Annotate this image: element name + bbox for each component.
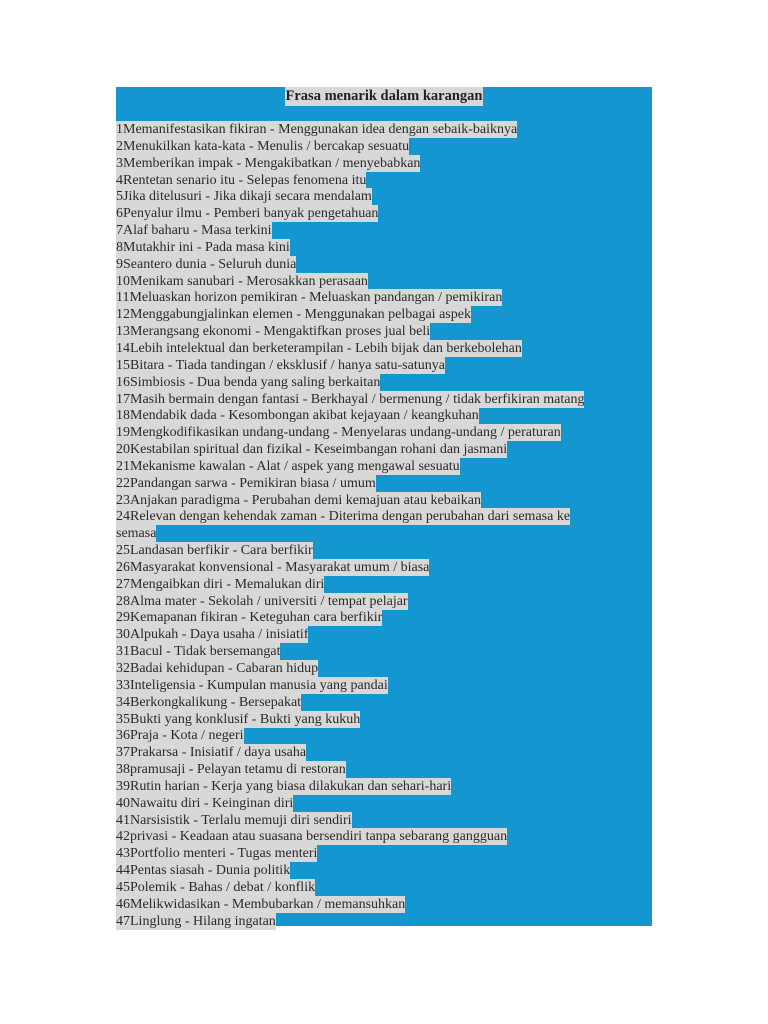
list-item-text: 19Mengkodifikasikan undang-undang - Menyelaras undang-undang / peraturan <box>116 425 561 441</box>
list-item-text: 30Alpukah - Daya usaha / inisiatif <box>116 627 309 643</box>
list-item-text: 18Mendabik dada - Kesombongan akibat kejayaan / keangkuhan <box>116 408 479 424</box>
list-item-text: 29Kemapanan fikiran - Keteguhan cara berfikir <box>116 610 383 626</box>
list-item <box>116 896 656 913</box>
list-item <box>116 879 656 896</box>
list-item <box>116 677 656 694</box>
list-item-text: 40Nawaitu diri - Keinginan diri <box>116 795 294 811</box>
list-item <box>116 407 656 424</box>
list-item-text: 22Pandangan sarwa - Pemikiran biasa / umum <box>116 475 376 491</box>
list-item-text: 27Mengaibkan diri - Memalukan diri <box>116 576 325 592</box>
list-item-text: 26Masyarakat konvensional - Masyarakat umum / biasa <box>116 559 430 575</box>
list-item-text: 20Kestabilan spiritual dan fizikal - Keseimbangan rohani dan jasmani <box>116 442 508 458</box>
list-item <box>116 441 656 458</box>
list-item-text: 38pramusaji - Pelayan tetamu di restoran <box>116 762 346 778</box>
list-item-text: 39Rutin harian - Kerja yang biasa dilakukan dan sehari-hari <box>116 778 452 794</box>
list-item <box>116 340 656 357</box>
list-item <box>116 812 656 829</box>
list-item-text: 21Mekanisme kawalan - Alat / aspek yang mengawal sesuatu <box>116 458 460 474</box>
list-item <box>116 862 656 879</box>
list-item-text: 14Lebih intelektual dan berketerampilan - Lebih bijak dan berkebolehan <box>116 340 522 356</box>
list-item-text: 28Alma mater - Sekolah / universiti / tempat pelajar <box>116 593 408 609</box>
list-item <box>116 845 656 862</box>
list-item <box>116 711 656 728</box>
list-item-text: 11Meluaskan horizon pemikiran - Meluaskan pandangan / pemikiran <box>116 290 503 306</box>
phrase-list <box>116 121 656 930</box>
list-item-text: 45Polemik - Bahas / debat / konflik <box>116 879 316 895</box>
list-item <box>116 694 656 711</box>
list-item-text: 46Melikwidasikan - Membubarkan / memansuhkan <box>116 896 406 912</box>
list-item <box>116 391 656 408</box>
page-title: Frasa menarik dalam karangan <box>285 88 483 104</box>
list-item <box>116 492 656 509</box>
list-item <box>116 643 656 660</box>
list-item <box>116 222 656 239</box>
list-item <box>116 121 656 138</box>
list-item-text: 47Linglung - Hilang ingatan <box>116 913 276 929</box>
list-item-text: 31Bacul - Tidak bersemangat <box>116 644 281 660</box>
list-item <box>116 660 656 677</box>
list-item <box>116 828 656 845</box>
list-item-text: 17Masih bermain dengan fantasi - Berkhayal / bermenung / tidak berfikiran matang <box>116 391 585 407</box>
list-item-text: semasa <box>116 526 157 542</box>
list-item-text: 34Berkongkalikung - Bersepakat <box>116 694 302 710</box>
list-item <box>116 475 656 492</box>
list-item <box>116 913 656 930</box>
list-item-text: 13Merangsang ekonomi - Mengaktifkan proses jual beli <box>116 324 431 340</box>
list-item <box>116 576 656 593</box>
list-item <box>116 205 656 222</box>
list-item-text: 10Menikam sanubari - Merosakkan perasaan <box>116 273 368 289</box>
list-item <box>116 172 656 189</box>
list-item <box>116 155 656 172</box>
list-item <box>116 761 656 778</box>
list-item <box>116 744 656 761</box>
list-item-text: 43Portfolio menteri - Tugas menteri <box>116 846 318 862</box>
list-item-text: 4Rentetan senario itu - Selepas fenomena itu <box>116 172 367 188</box>
list-item-text: 33Inteligensia - Kumpulan manusia yang pandai <box>116 677 388 693</box>
list-item <box>116 626 656 643</box>
list-item-text: 2Menukilkan kata-kata - Menulis / bercakap sesuatu <box>116 138 410 154</box>
list-item-text: 36Praja - Kota / negeri <box>116 728 244 744</box>
list-item-text: 41Narsisistik - Terlalu memuji diri sendiri <box>116 812 352 828</box>
list-item-text: 35Bukti yang konklusif - Bukti yang kukuh <box>116 711 361 727</box>
list-item-text: 15Bitara - Tiada tandingan / eksklusif / hanya satu-satunya <box>116 357 445 373</box>
list-item <box>116 593 656 610</box>
list-item-text: 1Memanifestasikan fikiran - Menggunakan idea dengan sebaik-baiknya <box>116 122 518 137</box>
list-item <box>116 188 656 205</box>
list-item <box>116 542 656 559</box>
list-item <box>116 306 656 323</box>
list-item-text: 12Menggabungjalinkan elemen - Menggunakan pelbagai aspek <box>116 307 471 323</box>
list-item <box>116 357 656 374</box>
list-item <box>116 508 656 525</box>
list-item <box>116 458 656 475</box>
list-item-text: 25Landasan berfikir - Cara berfikir <box>116 543 313 559</box>
list-item <box>116 239 656 256</box>
list-item <box>116 323 656 340</box>
list-item-text: 16Simbiosis - Dua benda yang saling berkaitan <box>116 374 381 390</box>
list-item-text: 8Mutakhir ini - Pada masa kini <box>116 239 290 255</box>
list-item <box>116 525 656 542</box>
list-item <box>116 138 656 155</box>
list-item <box>116 559 656 576</box>
list-item-text: 37Prakarsa - Inisiatif / daya usaha <box>116 745 307 761</box>
list-item-text: 32Badai kehidupan - Cabaran hidup <box>116 661 319 676</box>
list-item <box>116 374 656 391</box>
list-item-text: 5Jika ditelusuri - Jika dikaji secara mendalam <box>116 189 372 205</box>
list-item <box>116 727 656 744</box>
list-item-text: 6Penyalur ilmu - Pemberi banyak pengetahuan <box>116 206 379 222</box>
list-item <box>116 795 656 812</box>
list-item <box>116 424 656 441</box>
list-item-text: 23Anjakan paradigma - Perubahan demi kemajuan atau kebaikan <box>116 492 482 508</box>
list-item <box>116 256 656 273</box>
list-item-text: 24Relevan dengan kehendak zaman - Diterima dengan perubahan dari semasa ke <box>116 509 571 525</box>
list-item <box>116 273 656 290</box>
list-item <box>116 609 656 626</box>
title-row <box>116 87 652 107</box>
list-item-text: 42privasi - Keadaan atau suasana bersendiri tanpa sebarang gangguan <box>116 829 508 845</box>
document-panel <box>116 87 652 929</box>
list-item-text: 9Seantero dunia - Seluruh dunia <box>116 256 297 272</box>
list-item <box>116 289 656 306</box>
list-item-text: 3Memberikan impak - Mengakibatkan / menyebabkan <box>116 155 421 171</box>
list-item <box>116 778 656 795</box>
list-item-text: 7Alaf baharu - Masa terkini <box>116 223 272 239</box>
list-item-text: 44Pentas siasah - Dunia politik <box>116 863 291 879</box>
